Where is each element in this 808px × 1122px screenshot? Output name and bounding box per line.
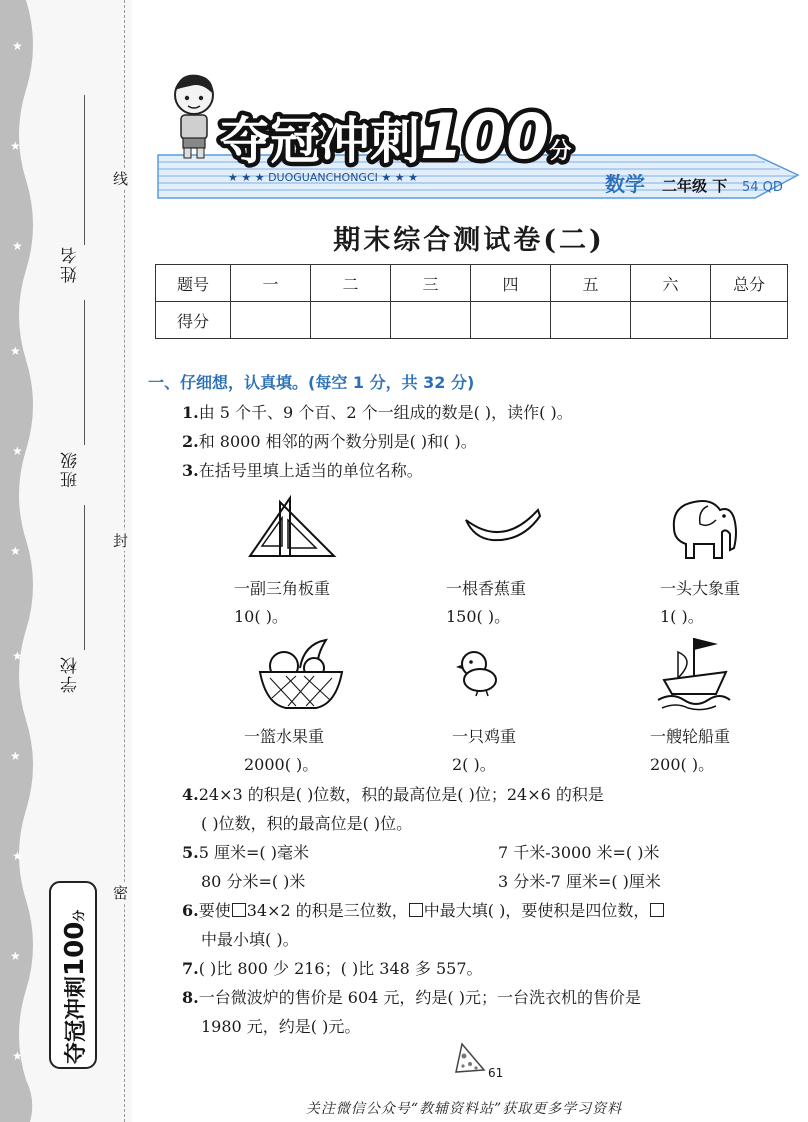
score-row-label: 得分 — [156, 302, 231, 339]
svg-text:★: ★ — [10, 544, 21, 558]
question-text: 中最大填( )，要使积是四位数， — [423, 901, 650, 920]
pic-caption: 一副三角板重 — [234, 579, 331, 598]
class-write-line — [84, 300, 85, 445]
question-text: 一台微波炉的售价是 604 元，约是( )元；一台洗衣机的售价是 — [198, 988, 641, 1007]
question-number: 7. — [182, 959, 199, 978]
question-4-line-1 — [182, 782, 604, 805]
boy-mascot-icon — [175, 75, 213, 158]
score-header-cell: 总分 — [711, 265, 788, 302]
name-label: 姓名 — [61, 245, 81, 283]
score-table-header-row — [156, 265, 788, 302]
side-brand-logo — [48, 880, 98, 1070]
question-3 — [182, 458, 423, 481]
blank-box — [409, 903, 423, 917]
question-1 — [182, 400, 573, 423]
question-text: 由 5 个千、9 个百、2 个一组成的数是( )，读作( )。 — [198, 403, 573, 422]
question-text: ( )比 800 少 216；( )比 348 多 557。 — [198, 959, 483, 978]
score-input-cell[interactable] — [471, 302, 551, 339]
question-number: 2. — [182, 432, 199, 451]
banner-brand-text: 夺冠冲刺100分 — [220, 100, 572, 173]
score-input-cell[interactable] — [391, 302, 471, 339]
question-text: 24×3 的积是( )位数，积的最高位是( )位；24×6 的积是 — [198, 785, 604, 804]
binding-strip — [0, 0, 132, 1122]
banana-icon — [462, 506, 542, 546]
question-5-b: 7 千米-3000 米=( )米 — [498, 843, 660, 862]
svg-text:★: ★ — [10, 749, 21, 763]
school-write-line — [84, 505, 85, 650]
page-title: 期末综合测试卷(二) — [333, 225, 605, 256]
question-8-line-1 — [182, 985, 641, 1008]
question-number: 5. — [182, 843, 199, 862]
score-table — [155, 264, 788, 339]
pic-caption: 一篮水果重 — [244, 727, 325, 746]
class-label: 班级 — [61, 450, 81, 488]
seal-char-mi: 密 — [110, 882, 131, 903]
triangle-ruler-icon — [246, 494, 338, 560]
pic-blank: 1( )。 — [660, 607, 704, 626]
svg-text:★: ★ — [10, 139, 21, 153]
score-header-cell: 一 — [231, 265, 311, 302]
blank-box — [650, 903, 664, 917]
question-text: 在括号里填上适当的单位名称。 — [198, 461, 423, 480]
question-8-line-2: 1980 元，约是( )元。 — [201, 1017, 361, 1036]
banner-pinyin: ★ ★ ★ DUOGUANCHONGCI ★ ★ ★ — [228, 171, 418, 184]
banner-grade: 二年级 下 — [662, 177, 728, 195]
page-number: 61 — [488, 1066, 504, 1080]
question-7 — [182, 956, 483, 979]
binding-wave-band — [0, 0, 48, 1122]
banner-code: 54 QD — [742, 180, 783, 195]
ship-icon — [656, 632, 732, 712]
pic-blank: 200( )。 — [650, 755, 715, 774]
question-text: 要使 — [198, 901, 231, 920]
pic-blank: 2( )。 — [452, 755, 496, 774]
seal-char-xian: 线 — [110, 168, 131, 189]
banner — [150, 70, 800, 205]
blank-box — [232, 903, 246, 917]
pic-caption: 一只鸡重 — [452, 727, 517, 746]
pic-blank: 150( )。 — [446, 607, 511, 626]
banner-subject: 数学 — [605, 172, 645, 196]
svg-text:★: ★ — [12, 444, 23, 458]
question-text: 5 厘米=( )毫米 — [198, 843, 309, 862]
pic-blank: 10( )。 — [234, 607, 288, 626]
score-input-cell[interactable] — [711, 302, 788, 339]
question-number: 3. — [182, 461, 199, 480]
score-header-cell: 二 — [311, 265, 391, 302]
question-2 — [182, 429, 477, 452]
pic-caption: 一艘轮船重 — [650, 727, 731, 746]
cheese-decoration-icon — [452, 1040, 488, 1076]
question-6-line-1 — [182, 898, 665, 921]
score-input-cell[interactable] — [551, 302, 631, 339]
question-number: 8. — [182, 988, 199, 1007]
footer-note: 关注微信公众号“教辅资料站”获取更多学习资料 — [305, 1101, 623, 1117]
elephant-icon — [664, 488, 744, 562]
svg-text:★: ★ — [12, 649, 23, 663]
score-table-score-row — [156, 302, 788, 339]
seal-char-feng: 封 — [110, 530, 131, 551]
pic-caption: 一头大象重 — [660, 579, 741, 598]
score-header-cell: 题号 — [156, 265, 231, 302]
question-5-c: 80 分米=( )米 — [201, 872, 306, 891]
svg-text:★: ★ — [12, 239, 23, 253]
score-input-cell[interactable] — [631, 302, 711, 339]
score-input-cell[interactable] — [311, 302, 391, 339]
svg-text:★: ★ — [10, 344, 21, 358]
question-number: 1. — [182, 403, 199, 422]
question-text: 和 8000 相邻的两个数分别是( )和( )。 — [198, 432, 477, 451]
svg-text:★: ★ — [12, 39, 23, 53]
fruit-basket-icon — [256, 636, 346, 712]
question-5-d: 3 分米-7 厘米=( )厘米 — [498, 872, 661, 891]
score-input-cell[interactable] — [231, 302, 311, 339]
pic-caption: 一根香蕉重 — [446, 579, 527, 598]
question-4-line-2: ( )位数，积的最高位是( )位。 — [201, 814, 413, 833]
score-header-cell: 四 — [471, 265, 551, 302]
score-header-cell: 五 — [551, 265, 631, 302]
question-number: 4. — [182, 785, 199, 804]
pic-blank: 2000( )。 — [244, 755, 319, 774]
svg-text:★: ★ — [12, 849, 23, 863]
chick-icon — [456, 648, 502, 698]
question-text: 34×2 的积是三位数， — [246, 901, 408, 920]
svg-text:夺冠冲刺100分: 夺冠冲刺100分 — [60, 909, 90, 1064]
school-label: 学校 — [61, 655, 81, 693]
score-header-cell: 六 — [631, 265, 711, 302]
svg-text:★: ★ — [10, 949, 21, 963]
svg-text:★: ★ — [12, 1049, 23, 1063]
question-5-a — [182, 840, 309, 863]
section-heading: 一、仔细想，认真填。(每空 1 分，共 32 分) — [148, 373, 475, 392]
question-6-line-2: 中最小填( )。 — [201, 930, 299, 949]
question-number: 6. — [182, 901, 199, 920]
score-header-cell: 三 — [391, 265, 471, 302]
